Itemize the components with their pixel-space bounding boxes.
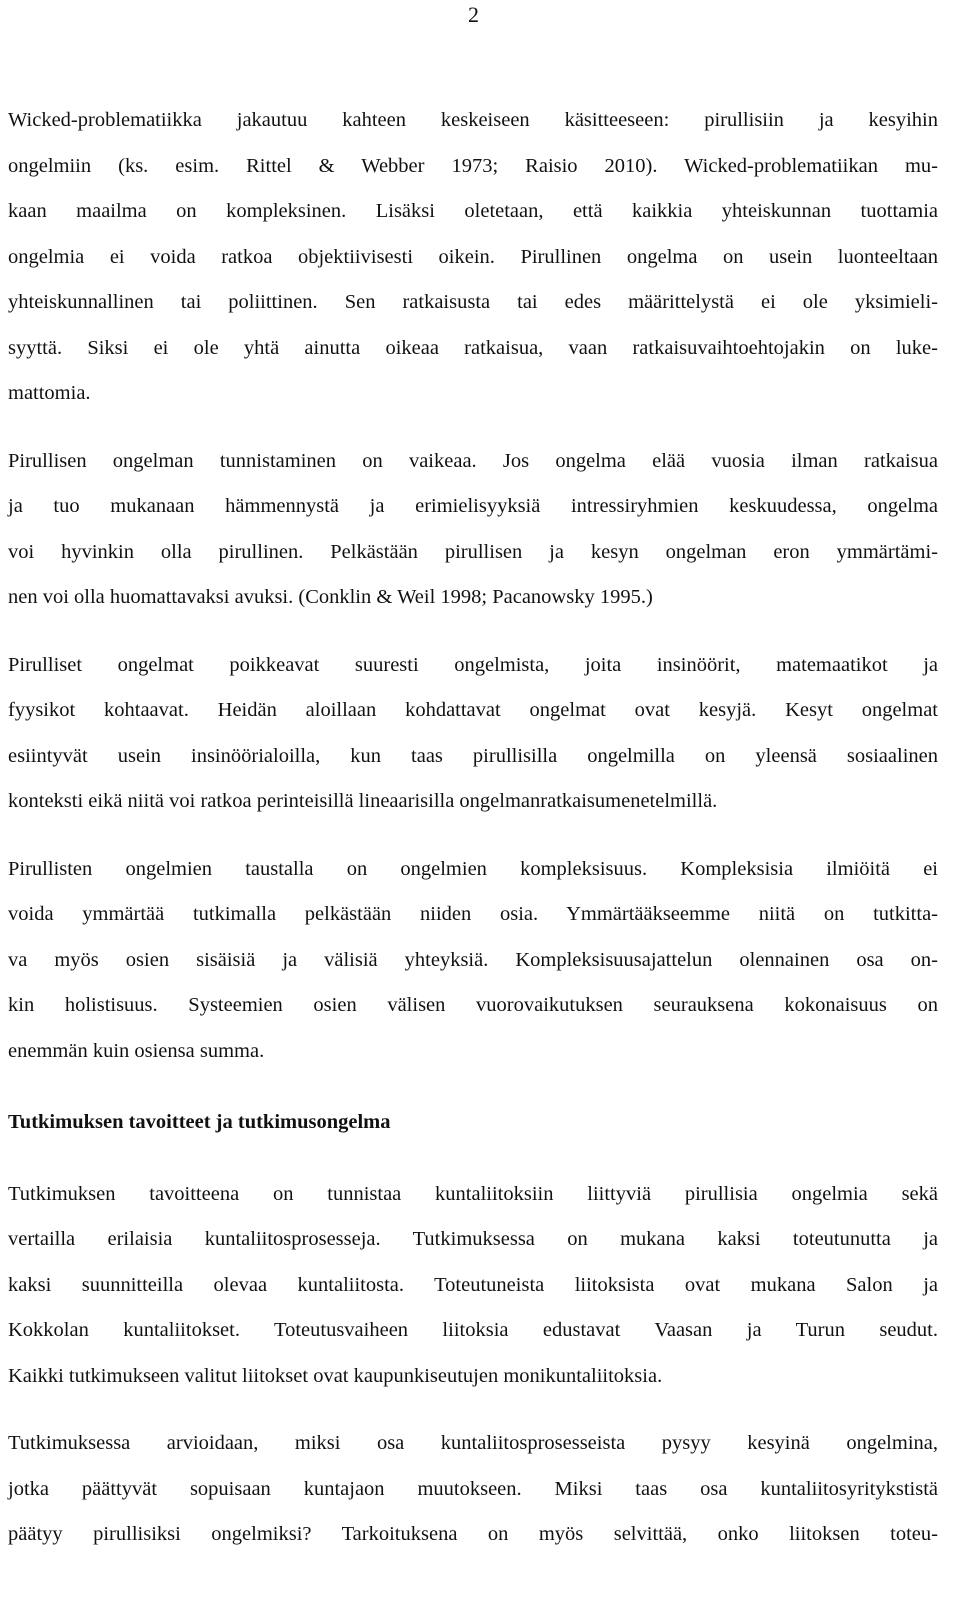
text-line: konteksti eikä niitä voi ratkoa perinteisillä lineaarisilla ongelmanratkaisumenetelmillä. [8,790,718,812]
text-line: vertailla erilaisia kuntaliitosprosesseja. Tutkimuksessa on mukana kaksi toteutunutta ja [8,1228,938,1250]
text-line: nen voi olla huomattavaksi avuksi. (Conklin & Weil 1998; Pacanowsky 1995.) [8,586,653,608]
document-body [8,98,938,1558]
text-line: va myös osien sisäisiä ja välisiä yhteyksiä. Kompleksisuusajattelun olennainen osa on- [8,948,938,971]
text-line: yhteiskunnallinen tai poliittinen. Sen ratkaisusta tai edes määrittelystä ei ole yksimieli- [8,291,938,313]
text-line: Pirullisen ongelman tunnistaminen on vaikeaa. Jos ongelma elää vuosia ilman ratkaisua [8,449,938,472]
text-line: kaksi suunnitteilla olevaa kuntaliitosta. Toteutuneista liitoksista ovat mukana Salon ja [8,1273,938,1296]
section-heading: Tutkimuksen tavoitteet ja tutkimusongelma [8,1111,391,1133]
text-line: Kaikki tutkimukseen valitut liitokset ovat kaupunkiseutujen monikuntaliitoksia. [8,1364,663,1387]
paragraph [8,643,938,825]
text-line: enemmän kuin osiensa summa. [8,1039,265,1062]
text-line: kin holistisuus. Systeemien osien välisen vuorovaikutuksen seurauksena kokonaisuus on [8,994,938,1016]
text-line: syyttä. Siksi ei ole yhtä ainutta oikeaa ratkaisua, vaan ratkaisuvaihtoehtojakin on luke- [8,336,938,359]
text-line: voi hyvinkin olla pirullinen. Pelkästään pirullisen ja kesyn ongelman eron ymmärtämi- [8,540,938,563]
page-number: 2 [468,2,479,27]
paragraph [8,439,938,621]
text-line: kaan maailma on kompleksinen. Lisäksi oletetaan, että kaikkia yhteiskunnan tuottamia [8,200,938,222]
text-line: Tutkimuksen tavoitteena on tunnistaa kuntaliitoksiin liittyviä pirullisia ongelmia sekä [8,1182,938,1205]
text-line: ongelmia ei voida ratkoa objektiivisesti oikein. Pirullinen ongelma on usein luonteeltaan [8,245,938,268]
paragraph [8,98,938,417]
text-line: voida ymmärtää tutkimalla pelkästään niiden osia. Ymmärtääkseemme niitä on tutkitta- [8,903,938,925]
text-line: Wicked-problematiikka jakautuu kahteen keskeiseen käsitteeseen: pirullisiin ja kesyihin [8,109,938,131]
text-line: Pirulliset ongelmat poikkeavat suuresti ongelmista, joita insinöörit, matemaatikot ja [8,653,938,676]
paragraph [8,847,938,1075]
text-line: ja tuo mukanaan hämmennystä ja erimielisyyksiä intressiryhmien keskuudessa, ongelma [8,495,938,517]
text-line: Kokkolan kuntaliitokset. Toteutusvaiheen liitoksia edustavat Vaasan ja Turun seudut. [8,1319,938,1341]
text-line: päätyy pirullisiksi ongelmiksi? Tarkoituksena on myös selvittää, onko liitoksen toteu- [8,1523,938,1545]
paragraph [8,1421,938,1558]
text-line: esiintyvät usein insinöörialoilla, kun taas pirullisilla ongelmilla on yleensä sosiaalinen [8,744,938,767]
text-line: mattomia. [8,382,91,404]
paragraph [8,1172,938,1400]
text-line: jotka päättyvät sopuisaan kuntajaon muutokseen. Miksi taas osa kuntaliitosyritykstistä [8,1477,938,1500]
text-line: fyysikot kohtaavat. Heidän aloillaan kohdattavat ongelmat ovat kesyjä. Kesyt ongelmat [8,699,938,721]
text-line: ongelmiin (ks. esim. Rittel & Webber 1973; Raisio 2010). Wicked-problematiikan mu- [8,154,938,177]
text-line: Tutkimuksessa arvioidaan, miksi osa kuntaliitosprosesseista pysyy kesyinä ongelmina, [8,1432,938,1454]
text-line: Pirullisten ongelmien taustalla on ongelmien kompleksisuus. Kompleksisia ilmiöitä ei [8,857,938,880]
